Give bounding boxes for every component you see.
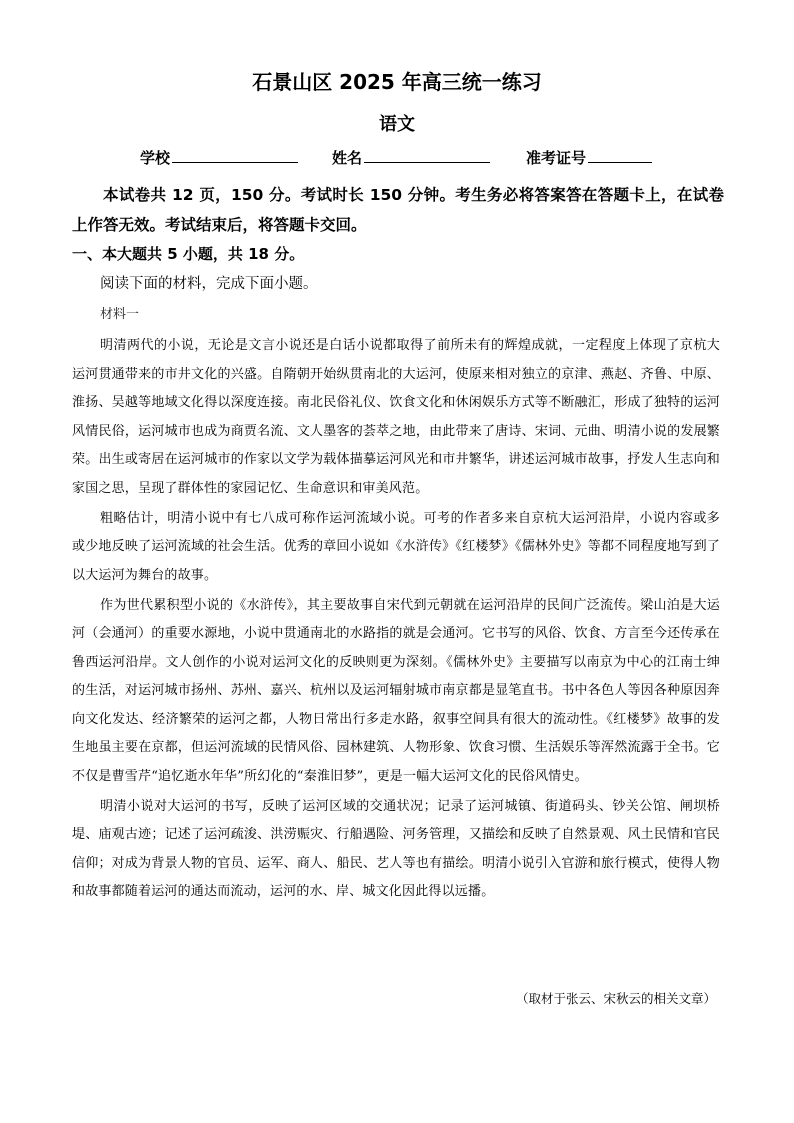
exam-id-blank[interactable] xyxy=(588,146,652,163)
material-label: 材料一 xyxy=(100,307,140,322)
exam-notice: 本试卷共 12 页，150 分。考试时长 150 分钟。考生务必将答案答在答题卡上，在试卷上作答无效。考试结束后，将答题卡交回。 xyxy=(72,186,724,234)
school-label: 学校 xyxy=(140,149,171,167)
exam-id-label: 准考证号 xyxy=(526,149,587,167)
school-field[interactable] xyxy=(140,146,298,170)
source-citation: （取材于张云、宋秋云的相关文章） xyxy=(515,991,716,1006)
reading-instruction: 阅读下面的材料，完成下面小题。 xyxy=(100,276,318,292)
material-body xyxy=(72,332,720,908)
candidate-info-row xyxy=(140,146,700,170)
name-label: 姓名 xyxy=(332,149,363,167)
school-blank[interactable] xyxy=(172,146,298,163)
paragraph: 粗略估计，明清小说中有七八成可称作运河流域小说。可考的作者多来自京杭大运河沿岸，小说内容或多或少地反映了运河流域的社会生活。优秀的章回小说如《水浒传》《红楼梦》《儒林外史》等都不同程度地写到了以大运河为舞台的故事。 xyxy=(72,510,720,583)
paragraph: 明清小说对大运河的书写，反映了运河区域的交通状况；记录了运河城镇、街道码头、钞关公馆、闸坝桥堤、庙观古迹；记述了运河疏浚、洪涝赈灾、行船遇险、河务管理，又描绘和反映了自然景观、风土民情和官民信仰；对成为背景人物的官员、运军、商人、船民、艺人等也有描绘。明清小说引入官游和旅行模式，使得人物和故事都随着运河的通达而流动，运河的水、岸、城文化因此得以远播。 xyxy=(72,798,720,899)
section-heading: 一、本大题共 5 小题，共 18 分。 xyxy=(72,245,305,263)
name-field[interactable] xyxy=(332,146,490,170)
exam-title: 石景山区 2025 年高三统一练习 xyxy=(252,70,542,94)
name-blank[interactable] xyxy=(364,146,490,163)
subject-title: 语文 xyxy=(379,114,415,135)
exam-id-field[interactable] xyxy=(526,146,652,170)
paragraph: 作为世代累积型小说的《水浒传》，其主要故事自宋代到元朝就在运河沿岸的民间广泛流传。梁山泊是大运河（会通河）的重要水源地，小说中贯通南北的水路指的就是会通河。它书写的风俗、饮食、方言至今还传承在鲁西运河沿岸。文人创作的小说对运河文化的反映则更为深刻。《儒林外史》主要描写以南京为中心的江南士绅的生活，对运河城市扬州、苏州、嘉兴、杭州以及运河辐射城市南京都是显笔直书。书中各色人等因各种原因奔向文化发达、经济繁荣的运河之都，人物日常出行多走水路，叙事空间具有很大的流动性。《红楼梦》故事的发生地虽主要在京都，但运河流域的民情风俗、园林建筑、人物形象、饮食习惯、生活娱乐等浑然流露于全书。它不仅是曹雪芹“追忆逝水年华”所幻化的“秦淮旧梦”，更是一幅大运河文化的民俗风情史。 xyxy=(72,597,720,784)
paragraph: 明清两代的小说，无论是文言小说还是白话小说都取得了前所未有的辉煌成就，一定程度上体现了京杭大运河贯通带来的市井文化的兴盛。自隋朝开始纵贯南北的大运河，使原来相对独立的京津、燕赵、齐鲁、中原、淮扬、吴越等地域文化得以深度连接。南北民俗礼仪、饮食文化和休闲娱乐方式等不断融汇，形成了独特的运河风情民俗，运河城市也成为商贾名流、文人墨客的荟萃之地，由此带来了唐诗、宋词、元曲、明清小说的发展繁荣。出生或寄居在运河城市的作家以文学为载体描摹运河风光和市井繁华，讲述运河城市故事，抒发人生志向和家国之思，呈现了群体性的家园记忆、生命意识和审美风范。 xyxy=(72,338,720,496)
